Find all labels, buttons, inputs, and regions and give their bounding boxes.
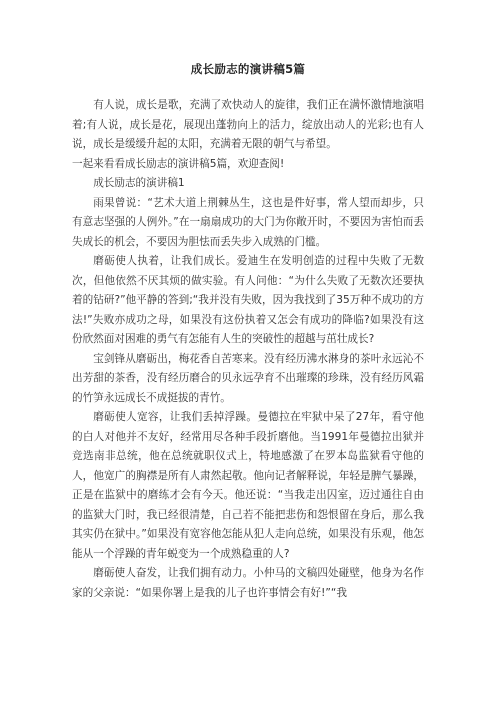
document-title: 成长励志的演讲稿5篇 xyxy=(190,62,306,76)
paragraph-intro: 有人说，成长是歌，充满了欢快动人的旋律，我们正在满怀激情地演唱着;有人说，成长是花，展现出蓬勃向上的活力，绽放出动人的光彩;也有人说，成长是缓缓升起的太阳，充满着无限的朝气与希望。 xyxy=(72,99,424,150)
paragraph-edison: 磨砺使人执着，让我们成长。爱迪生在发明创造的过程中失败了无数次，但他依然不厌其烦的做实验。有人问他：“为什么失败了无数次还要执着的钻研?”他平静的答到;“我并没有失败，因为我找到了35万种不成功的方法!”失败亦成功之母，如果没有这份执着又怎会有成功的降临?如果没有这份欣然面对困难的勇气有怎能有人生的突破性的超越与茁壮成长? xyxy=(72,255,424,345)
paragraph-mandela: 磨砺使人宽容，让我们丢掉浮躁。曼德拉在牢狱中呆了27年，看守他的白人对他并不友好，经常用尽各种手段折磨他。当1991年曼德拉出狱并竞选南非总统，他在总统就职仪式上，特地感激了在罗本岛监狱看守他的人，他宽广的胸襟是所有人肃然起敬。他向记者解释说，年轻是脾气暴躁，正是在监狱中的磨练才会有今天。他还说：“当我走出囚室，迈过通往自由的监狱大门时，我已经很清楚，自己若不能把悲伤和怨恨留在身后，那么我其实仍在狱中。”如果没有宽容他怎能从犯人走向总统，如果没有乐观，他怎能从一个浮躁的青年蜕变为一个成熟稳重的人? xyxy=(72,411,424,560)
paragraph-sword: 宝剑锋从磨砺出，梅花香自苦寒来。没有经历沸水淋身的茶叶永远沁不出芳甜的茶香，没有经历磨合的贝永远孕育不出璀璨的珍珠，没有经历风霜的竹笋永远成长不成挺拔的青竹。 xyxy=(72,352,424,404)
section-heading-1: 成长励志的演讲稿1 xyxy=(93,177,185,189)
paragraph-dumas: 磨砺使人奋发，让我们拥有动力。小仲马的文稿四处碰壁，他身为名作家的父亲说：“如果你署上是我的儿子也许事情会有好!”“我 xyxy=(72,567,424,599)
paragraph-hugo: 雨果曾说：“艺术大道上荆棘丛生，这也是件好事，常人望而却步，只有意志坚强的人例外。”在一扇扇成功的大门为你敞开时，不要因为害怕而丢失成长的机会，不要因为胆怯而丢失步入成熟的门槛。 xyxy=(72,196,424,248)
document-body xyxy=(72,96,424,603)
paragraph-invite: 一起来看看成长励志的演讲稿5篇，欢迎查阅! xyxy=(72,157,285,170)
